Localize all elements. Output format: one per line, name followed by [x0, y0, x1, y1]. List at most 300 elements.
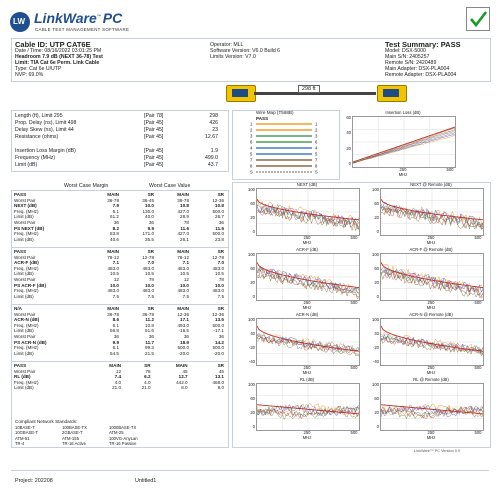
- standard-item: 100VG-AnyLan: [109, 435, 138, 441]
- graph-title: RL @ Remote (dB): [413, 377, 449, 382]
- row-label: Limit (dB): [14, 328, 34, 334]
- graph-title: ACR-F (dB): [296, 247, 318, 252]
- main-tester-icon: [226, 85, 256, 102]
- table-cell: -17.1: [213, 328, 224, 334]
- graph-acrn: [246, 312, 362, 382]
- table-cell: 442.0: [176, 379, 188, 385]
- headroom: Headroom 7.9 dB (NEXT 36-78) Test: [15, 54, 103, 60]
- x-axis-label: MHz: [426, 305, 436, 310]
- summary-value: 426: [209, 120, 218, 126]
- worst-case-value-header: Worst Case Value: [149, 183, 191, 189]
- y-tick-label: 60: [374, 266, 379, 271]
- table-cell: 36: [148, 219, 154, 225]
- table-cell: 36: [218, 219, 224, 225]
- table-cell: 78-12: [177, 254, 189, 260]
- graph-title: NEXT @ Remote (dB): [410, 182, 452, 187]
- table-cell: 23.8: [215, 236, 224, 242]
- table-cell: MAIN: [177, 192, 189, 197]
- row-label: Limit (dB): [14, 293, 34, 299]
- main-sn: Main S/N: 2405257: [385, 54, 430, 60]
- wire-pin-left: 4: [250, 145, 253, 151]
- table-cell: SR: [217, 306, 224, 311]
- table-cell: 51.6: [145, 328, 154, 334]
- table-cell: 78: [148, 276, 154, 282]
- model: Model: DSX-5000: [385, 48, 426, 54]
- table-cell: 21.5: [145, 350, 154, 356]
- row-label: Freq. (MHz): [14, 379, 39, 385]
- graph-plot: [256, 383, 360, 431]
- table-cell: 483.0: [212, 288, 224, 294]
- table-divider: [11, 361, 229, 362]
- table-cell: MAIN: [175, 363, 188, 368]
- table-cell: 130.0: [142, 208, 154, 214]
- x-tick-label: 500: [350, 430, 358, 435]
- table-cell: SR: [147, 249, 154, 254]
- footer-divider: [11, 470, 489, 471]
- table-cell: 10.5: [215, 271, 224, 277]
- table-cell: 500.0: [212, 231, 224, 237]
- wire-pin-right: 6: [315, 139, 318, 145]
- table-cell: MAIN: [107, 306, 119, 311]
- y-tick-label: 100: [372, 382, 379, 387]
- x-tick-label: 500: [474, 300, 482, 305]
- il-pair: [Pair 45]: [144, 148, 164, 154]
- table-cell: 26.7: [215, 214, 224, 220]
- wire-pin-left: S: [250, 169, 253, 175]
- row-label: Limit (dB): [14, 385, 34, 391]
- y-tick-label: 0: [252, 229, 255, 234]
- x-axis-label: MHz: [398, 172, 408, 177]
- row-label: PS ACR-N (dB): [14, 339, 47, 345]
- table-cell: 483.0: [107, 288, 119, 294]
- y-tick-label: 40: [374, 331, 379, 336]
- table-cell: SR: [217, 192, 224, 197]
- table-cell: 11.2: [145, 317, 154, 323]
- table-cell: 12: [113, 276, 119, 282]
- row-label: Worst Pair: [14, 368, 36, 374]
- graph-rl: [246, 377, 362, 447]
- y-tick-label: 100: [372, 187, 379, 192]
- table-cell: 12-78: [142, 254, 154, 260]
- table-cell: SR: [147, 306, 154, 311]
- il-value: 1.9: [210, 148, 218, 154]
- summary-value: 12.67: [205, 134, 218, 140]
- cable-type: Type: Cat 6e U/UTP: [15, 66, 62, 72]
- table-cell: 493.0: [177, 322, 189, 328]
- table-row: [13, 294, 225, 300]
- x-tick-label: 500: [474, 365, 482, 370]
- summary-value: 23: [212, 127, 218, 133]
- table-cell: 11.6: [180, 225, 189, 231]
- table-cell: 12-78: [212, 254, 224, 260]
- row-label: ACR-F (dB): [14, 260, 39, 266]
- table-cell: 36-78: [177, 197, 189, 203]
- wire-pin-right: 3: [315, 133, 318, 139]
- y-tick-label: 60: [374, 201, 379, 206]
- x-axis-label: MHz: [302, 435, 312, 440]
- graph-title: RL (dB): [299, 377, 315, 382]
- y-tick-label: 100: [372, 252, 379, 257]
- row-label: Freq. (MHz): [14, 345, 39, 351]
- table-cell: 7.9: [112, 203, 119, 209]
- row-label: Limit (dB): [14, 271, 34, 277]
- table-cell: 483.0: [212, 265, 224, 271]
- table-cell: MAIN: [109, 363, 122, 368]
- graph-plot: [256, 253, 360, 301]
- x-tick-label: 250: [427, 235, 435, 240]
- table-cell: 36-78: [107, 311, 119, 317]
- table-cell: 7.4: [114, 374, 122, 380]
- y-tick-label: 60: [250, 266, 255, 271]
- table-cell: 6.1: [112, 208, 119, 214]
- table-cell: 9.9: [112, 339, 119, 345]
- remote-tester-icon: [377, 85, 407, 102]
- summary-label: Delay Skew (ns), Limit 44: [15, 127, 74, 133]
- x-tick-label: 250: [427, 300, 435, 305]
- table-cell: 10.5: [145, 271, 154, 277]
- table-cell: 7.5: [217, 293, 224, 299]
- standard-item: 10BASE-T: [15, 425, 35, 430]
- x-tick-label: 500: [474, 430, 482, 435]
- graph-acrn: [370, 312, 486, 382]
- graph-title: NEXT (dB): [296, 182, 318, 187]
- x-tick-label: 250: [303, 430, 311, 435]
- y-tick-label: 20: [250, 410, 255, 415]
- table-cell: 10.8: [145, 322, 154, 328]
- table-cell: 6.1: [112, 322, 119, 328]
- row-label: Worst Pair: [14, 276, 36, 282]
- table-cell: 78: [145, 368, 151, 374]
- row-label: Limit (dB): [14, 236, 34, 242]
- row-label: PASS: [14, 192, 27, 197]
- table-cell: SR: [217, 249, 224, 254]
- table-cell: 35.5: [145, 236, 154, 242]
- test-limit: Limit: TIA Cat 6e Perm. Link Cable: [15, 60, 100, 66]
- table-cell: 17.1: [180, 317, 189, 323]
- y-tick-label: 100: [248, 252, 255, 257]
- graph-title: Insertion Loss (dB): [385, 110, 421, 115]
- row-label: PS ACR-F (dB): [14, 282, 46, 288]
- summary-label: Resistance (ohms): [15, 134, 59, 140]
- table-cell: 40.6: [110, 236, 119, 242]
- worst-case-table: [13, 363, 225, 391]
- table-cell: 500.0: [212, 345, 224, 351]
- worst-case-margin-header: Worst Case Margin: [64, 183, 109, 189]
- table-cell: 78: [183, 219, 189, 225]
- x-tick-label: 500: [446, 167, 454, 172]
- wire-map-result: PASS: [256, 116, 269, 121]
- table-divider: [11, 304, 229, 305]
- table-cell: 83.8: [110, 231, 119, 237]
- table-cell: 6.2: [144, 374, 151, 380]
- wire-pin-left: 8: [250, 163, 253, 169]
- y-tick-label: 20: [374, 215, 379, 220]
- x-axis-label: MHz: [302, 305, 312, 310]
- table-cell: 7.5: [147, 293, 154, 299]
- y-tick-label: 100: [372, 317, 379, 322]
- table-cell: 36: [148, 333, 154, 339]
- il-value: 499.0: [205, 155, 218, 161]
- wire-pin-right: 2: [315, 127, 318, 133]
- standard-item: 10GBASE-T: [15, 430, 39, 436]
- row-label: PASS: [14, 249, 27, 254]
- table-cell: 28.9: [180, 214, 189, 220]
- table-cell: 14.2: [215, 339, 224, 345]
- table-cell: 54.5: [110, 350, 119, 356]
- graph-plot: [256, 188, 360, 236]
- table-cell: 10.0: [215, 282, 224, 288]
- project: Project: 202208: [15, 478, 53, 484]
- row-label: Freq. (MHz): [14, 322, 39, 328]
- graph-next: [370, 182, 486, 252]
- y-tick-label: 60: [250, 201, 255, 206]
- row-label: PASS: [14, 363, 27, 368]
- x-tick-label: 250: [427, 430, 435, 435]
- table-cell: 78-12: [107, 254, 119, 260]
- table-cell: 10.5: [180, 271, 189, 277]
- cable-id: Cable ID: UTP CAT6E: [15, 40, 91, 49]
- graph-plot: [380, 253, 484, 301]
- table-cell: 500.0: [212, 208, 224, 214]
- table-cell: 36: [218, 333, 224, 339]
- wire-pin-left: 2: [250, 127, 253, 133]
- row-label: Freq. (MHz): [14, 265, 39, 271]
- table-cell: 36: [113, 219, 119, 225]
- table-cell: 468.0: [212, 379, 224, 385]
- x-tick-label: 500: [350, 300, 358, 305]
- il-value: 43.7: [207, 162, 218, 168]
- table-cell: SR: [144, 363, 151, 368]
- table-cell: 483.0: [107, 265, 119, 271]
- table-cell: 40.0: [145, 214, 154, 220]
- table-cell: SR: [147, 192, 154, 197]
- graph-plot: [352, 116, 456, 168]
- table-cell: 427.0: [177, 231, 189, 237]
- table-cell: 10.0: [180, 282, 189, 288]
- wire-pin-left: 6: [250, 139, 253, 145]
- main-adapter: Main Adapter: DSX-PLA004: [385, 66, 450, 72]
- graph-acrf: [370, 247, 486, 317]
- table-cell: 18.9: [180, 339, 189, 345]
- table-cell: 10.8: [180, 203, 189, 209]
- x-tick-label: 250: [303, 365, 311, 370]
- x-axis-label: MHz: [426, 435, 436, 440]
- x-axis-label: MHz: [426, 370, 436, 375]
- table-cell: 45: [182, 368, 188, 374]
- table-cell: 36: [183, 333, 189, 339]
- table-cell: 10.0: [145, 282, 154, 288]
- operator: Operator: MLL: [210, 42, 244, 48]
- wire-pin-right: 8: [315, 163, 318, 169]
- table-cell: 13.1: [215, 374, 224, 380]
- row-label: ACR-N (dB): [14, 317, 40, 323]
- table-cell: MAIN: [107, 192, 119, 197]
- y-tick-label: 40: [250, 331, 255, 336]
- y-tick-label: 100: [248, 317, 255, 322]
- graph-title: ACR-N @ Remote (dB): [409, 312, 453, 317]
- table-cell: 4.0: [114, 379, 122, 385]
- graph-rl: [370, 377, 486, 447]
- length-label: 298 ft: [298, 85, 320, 93]
- graph-plot: [380, 188, 484, 236]
- table-cell: 483.0: [177, 265, 189, 271]
- x-tick-label: 250: [399, 167, 407, 172]
- row-label: Freq. (MHz): [14, 231, 39, 237]
- remote-sn: Remote S/N: 2420489: [385, 60, 437, 66]
- standard-item: 100BASE-TX: [62, 425, 87, 430]
- x-tick-label: 500: [474, 235, 482, 240]
- y-tick-label: 0: [376, 424, 379, 429]
- summary-pair: [Pair 78]: [144, 113, 164, 119]
- table-cell: 7.0: [147, 260, 154, 266]
- worst-case-table: [13, 306, 225, 356]
- table-cell: 500.0: [212, 322, 224, 328]
- graph-plot: [380, 383, 484, 431]
- wire-pin-right: 4: [315, 145, 318, 151]
- table-cell: 12: [183, 276, 189, 282]
- x-axis-label: MHz: [302, 240, 312, 245]
- table-cell: 171.0: [142, 231, 154, 237]
- brand-tagline: CABLE TEST MANAGEMENT SOFTWARE: [35, 27, 130, 32]
- y-tick-label: -20: [248, 345, 255, 350]
- graph-il: [342, 110, 458, 184]
- y-tick-label: 20: [346, 145, 351, 151]
- table-row: [13, 237, 225, 243]
- table-cell: 483.0: [177, 288, 189, 294]
- table-cell: 483.0: [142, 265, 154, 271]
- version-label: LinkWare™ PC Version 9.9: [414, 449, 461, 453]
- summary-value: 298: [209, 113, 218, 119]
- table-cell: 12.7: [178, 374, 188, 380]
- table-cell: MAIN: [107, 249, 119, 254]
- standard-item: 2GBASE-T: [62, 430, 83, 436]
- standard-item: 1000BASE-TX: [109, 425, 137, 430]
- table-cell: 11.7: [145, 339, 154, 345]
- graph-next: [246, 182, 362, 252]
- table-cell: 483.0: [142, 288, 154, 294]
- y-tick-label: 60: [346, 115, 351, 120]
- graph-plot: [256, 318, 360, 366]
- worst-case-table: [13, 192, 225, 242]
- standards-title: Compliant Network Standards:: [15, 419, 78, 424]
- software-version: Software Version: V6.0 Build 6: [210, 48, 281, 54]
- standard-item: TR-16 Passive: [109, 440, 137, 446]
- wire-pin-left: 5: [250, 151, 253, 157]
- row-label: RL (dB): [14, 374, 31, 380]
- x-tick-label: 500: [350, 235, 358, 240]
- table-cell: 12: [115, 368, 122, 374]
- table-cell: 8.6: [112, 317, 119, 323]
- standard-item: TR-16 Active: [62, 440, 86, 446]
- table-row: [13, 385, 225, 391]
- summary-label: Prop. Delay (ns), Limit 498: [15, 120, 77, 126]
- standard-item: TR-4: [15, 440, 25, 446]
- table-divider: [11, 247, 229, 248]
- graph-plot: [380, 318, 484, 366]
- summary-pair: [Pair 45]: [144, 134, 164, 140]
- standard-item: ATM-25: [109, 430, 124, 436]
- table-cell: 4.0: [144, 379, 151, 385]
- table-cell: 427.0: [177, 208, 189, 214]
- row-label: PS NEXT (dB): [14, 225, 45, 231]
- table-cell: 7.1: [112, 260, 119, 266]
- wire-pin-left: 3: [250, 133, 253, 139]
- row-label: Worst Pair: [14, 254, 36, 260]
- wire-pin-right: S: [315, 169, 318, 175]
- il-label: Limit (dB): [15, 162, 38, 168]
- table-cell: 7.0: [217, 260, 224, 266]
- brand-title: LinkWare™ PC: [34, 10, 123, 26]
- y-tick-label: 40: [346, 130, 351, 136]
- table-cell: MAIN: [177, 249, 189, 254]
- row-label: Worst Pair: [14, 197, 36, 203]
- il-label: Frequency (MHz): [15, 155, 56, 161]
- table-cell: 99.3: [145, 345, 154, 351]
- graph-acrf: [246, 247, 362, 317]
- il-pair: [Pair 45]: [144, 155, 164, 161]
- row-label: Worst Pair: [14, 311, 36, 317]
- y-tick-label: 20: [250, 215, 255, 220]
- date-time: Date / Time: 08/16/2022 03:01:25 PM: [15, 48, 102, 54]
- row-label: Limit (dB): [14, 214, 34, 220]
- table-cell: 78: [218, 276, 224, 282]
- il-pair: [Pair 45]: [144, 162, 164, 168]
- table-cell: 9.9: [147, 225, 154, 231]
- y-tick-label: -20: [372, 345, 379, 350]
- wire-map-diagram: [250, 120, 320, 176]
- summary-pair: [Pair 45]: [144, 127, 164, 133]
- y-tick-label: 0: [252, 424, 255, 429]
- table-cell: 10.5: [110, 271, 119, 277]
- table-cell: 500.0: [177, 345, 189, 351]
- table-cell: 21.0: [141, 385, 151, 391]
- row-label: Freq. (MHz): [14, 288, 39, 294]
- y-tick-label: 0: [376, 229, 379, 234]
- row-label: Worst Pair: [14, 333, 36, 339]
- table-cell: 10.0: [110, 282, 119, 288]
- table-cell: MAIN: [177, 306, 189, 311]
- table-cell: -16.5: [178, 328, 189, 334]
- x-axis-label: MHz: [426, 240, 436, 245]
- file-name: Untitled1: [135, 478, 157, 484]
- y-tick-label: 20: [374, 410, 379, 415]
- table-cell: 61.2: [110, 214, 119, 220]
- x-tick-label: 250: [427, 365, 435, 370]
- graph-title: ACR-F @ Remote (dB): [409, 247, 453, 252]
- pass-check-icon: [466, 7, 490, 31]
- standard-item: ATM-51: [15, 435, 30, 441]
- y-tick-label: 60: [374, 396, 379, 401]
- table-cell: 7.1: [182, 260, 189, 266]
- x-tick-label: 500: [350, 365, 358, 370]
- table-cell: 10.8: [215, 203, 224, 209]
- y-tick-label: 20: [250, 280, 255, 285]
- table-cell: 13.5: [215, 317, 224, 323]
- table-cell: 36-78: [142, 311, 154, 317]
- row-label: N/A: [14, 306, 22, 311]
- table-cell: 45: [218, 368, 224, 374]
- nvp: NVP: 69.0%: [15, 72, 44, 78]
- y-tick-label: -40: [248, 359, 255, 364]
- table-cell: 36: [113, 333, 119, 339]
- row-label: NEXT (dB): [14, 203, 37, 209]
- table-cell: 11.5: [215, 225, 224, 231]
- y-tick-label: 0: [348, 161, 351, 166]
- table-cell: 8.2: [112, 225, 119, 231]
- table-cell: 6.1: [112, 345, 119, 351]
- y-tick-label: 0: [252, 294, 255, 299]
- table-cell: 7.5: [112, 293, 119, 299]
